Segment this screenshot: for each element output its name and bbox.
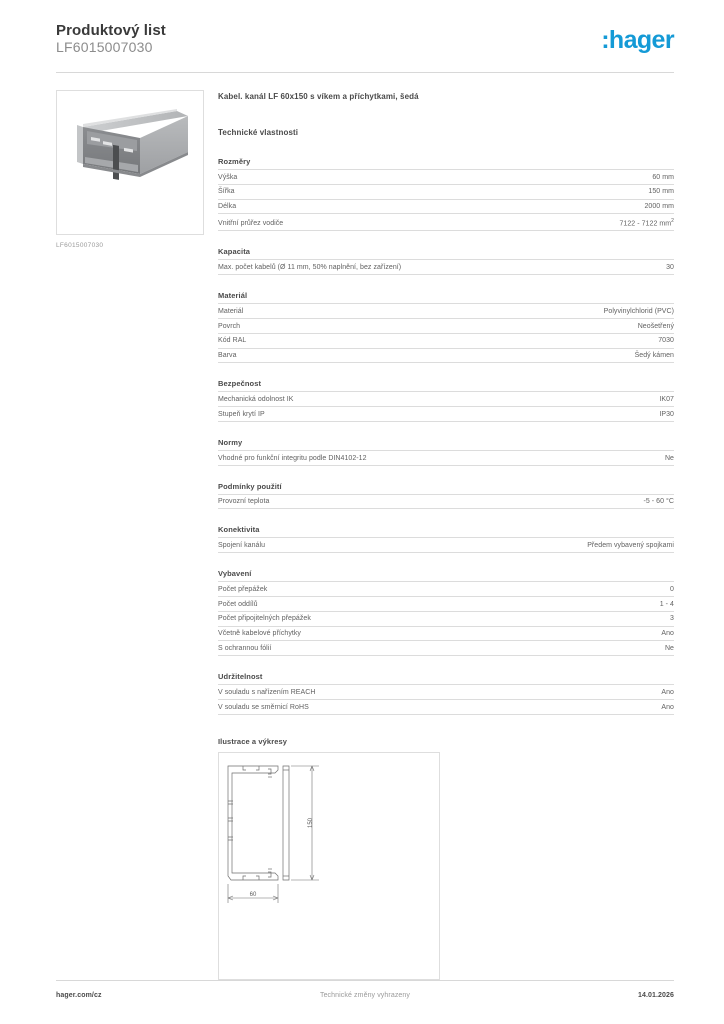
superscript: 2 [671,217,674,224]
spec-value: Ano [661,630,674,638]
spec-value: 0 [670,585,674,593]
spec-value: 150 mm [648,188,674,196]
table-row [218,184,674,199]
spec-value: 60 mm [652,173,674,181]
spec-label: Mechanická odolnost IK [218,395,294,403]
hager-logo: :hager [601,26,674,54]
table-row [218,199,674,214]
spec-label: Materiál [218,307,244,315]
page-footer [56,992,674,1006]
spec-group [218,157,674,231]
spec-table [218,684,674,715]
table-row [218,626,674,641]
product-figure [56,90,204,249]
table-row [218,260,674,275]
spec-group-title: Vybavení [218,569,252,579]
spec-value: Předem vybavený spojkami [587,542,674,550]
table-row [218,538,674,553]
spec-group-title: Materiál [218,291,248,301]
spec-value: 1 - 4 [659,600,674,608]
spec-groups [218,157,674,715]
table-row [218,611,674,626]
footer-website[interactable]: hager.com/cz [56,992,102,999]
spec-group [218,525,674,553]
spec-table [218,391,674,422]
page-header [56,22,674,68]
table-row [218,597,674,612]
product-reference: LF6015007030 [56,39,153,55]
spec-group-title: Podmínky použití [218,481,282,491]
table-row [218,494,674,509]
spec-label: Barva [218,352,237,360]
table-row [218,214,674,231]
spec-group [218,379,674,422]
spec-value: Ne [664,644,674,652]
spec-group [218,482,674,510]
cross-section-drawing-icon [219,753,439,979]
spec-group [218,438,674,466]
spec-value: Neošetřený [637,322,674,330]
table-row [218,582,674,597]
spec-label: Spojení kanálu [218,542,266,550]
spec-group-title: Udržitelnost [218,672,263,682]
table-row [218,407,674,422]
spec-value: IP30 [659,410,674,418]
table-row [218,685,674,700]
spec-label: Počet připojitelných přepážek [218,615,311,623]
table-row [218,333,674,348]
spec-label: Vnitřní průřez vodiče [218,220,284,228]
spec-group-title: Bezpečnost [218,379,262,389]
spec-table [218,303,674,363]
footer-date: 14.01.2026 [637,992,674,999]
spec-label: Stupeň krytí IP [218,410,265,418]
spec-value: 2000 mm [644,203,674,211]
product-name: Kabel. kanál LF 60x150 s víkem a příchytkami, šedá [218,92,419,101]
spec-group-title: Normy [218,437,243,447]
table-row [218,641,674,656]
spec-group [218,247,674,275]
spec-table [218,581,674,656]
product-image-caption: LF6015007030 [56,242,104,249]
footer-divider [56,980,674,981]
spec-value: 7030 [658,337,674,345]
spec-value: Polyvinylchlorid (PVC) [603,307,674,315]
table-row [218,348,674,363]
spec-label: Včetně kabelové příchytky [218,630,301,638]
spec-label: Povrch [218,322,241,330]
spec-table [218,450,674,466]
spec-label: Délka [218,203,237,211]
spec-value: 30 [666,264,674,272]
spec-value: 3 [670,615,674,623]
spec-group-title: Kapacita [218,247,251,257]
drawings-heading: Ilustrace a výkresy [218,736,288,746]
spec-value: Ne [664,454,674,462]
spec-group [218,291,674,363]
spec-label: V souladu se směrnicí RoHS [218,703,309,711]
spec-label: Počet přepážek [218,585,268,593]
spec-value: 7122 - 7122 $mm^2$ [619,217,674,228]
spec-label: Vhodné pro funkční integritu podle DIN4102-12 [218,454,367,462]
technical-drawing [218,752,440,980]
spec-table [218,259,674,275]
drawing-height-label: 150 [308,817,314,828]
spec-label: Kód RAL [218,337,247,345]
spec-label: Provozní teplota [218,498,270,506]
spec-value: -5 - 60 °C [643,498,674,506]
spec-content [218,92,674,980]
table-row [218,304,674,319]
spec-value: Šedý kámen [634,352,674,360]
product-image [56,90,204,235]
spec-label: Šířka [218,188,235,196]
spec-label: Max. počet kabelů (Ø 11 mm, 50% naplnění, bez zařízení) [218,264,402,272]
table-row [218,392,674,407]
table-row [218,450,674,465]
spec-label: Výška [218,173,238,181]
spec-group-title: Konektivita [218,525,260,535]
spec-group [218,672,674,715]
technical-properties-heading: Technické vlastnosti [218,128,299,137]
spec-label: V souladu s nařízením REACH [218,688,316,696]
table-row [218,170,674,185]
spec-label: S ochrannou fólií [218,644,272,652]
spec-group [218,569,674,656]
table-row [218,699,674,714]
header-divider [56,72,674,73]
spec-table [218,494,674,510]
spec-label: Počet oddílů [218,600,258,608]
footer-disclaimer: Technické změny vyhrazeny [319,992,411,999]
spec-table [218,169,674,231]
page-title: Produktový list [56,22,166,39]
cable-trunking-photo-icon [57,91,203,234]
spec-value: Ano [661,688,674,696]
spec-value: IK07 [659,395,674,403]
spec-value: Ano [661,703,674,711]
table-row [218,319,674,334]
drawing-width-label: 60 [249,891,257,898]
spec-table [218,537,674,553]
spec-group-title: Rozměry [218,157,251,166]
